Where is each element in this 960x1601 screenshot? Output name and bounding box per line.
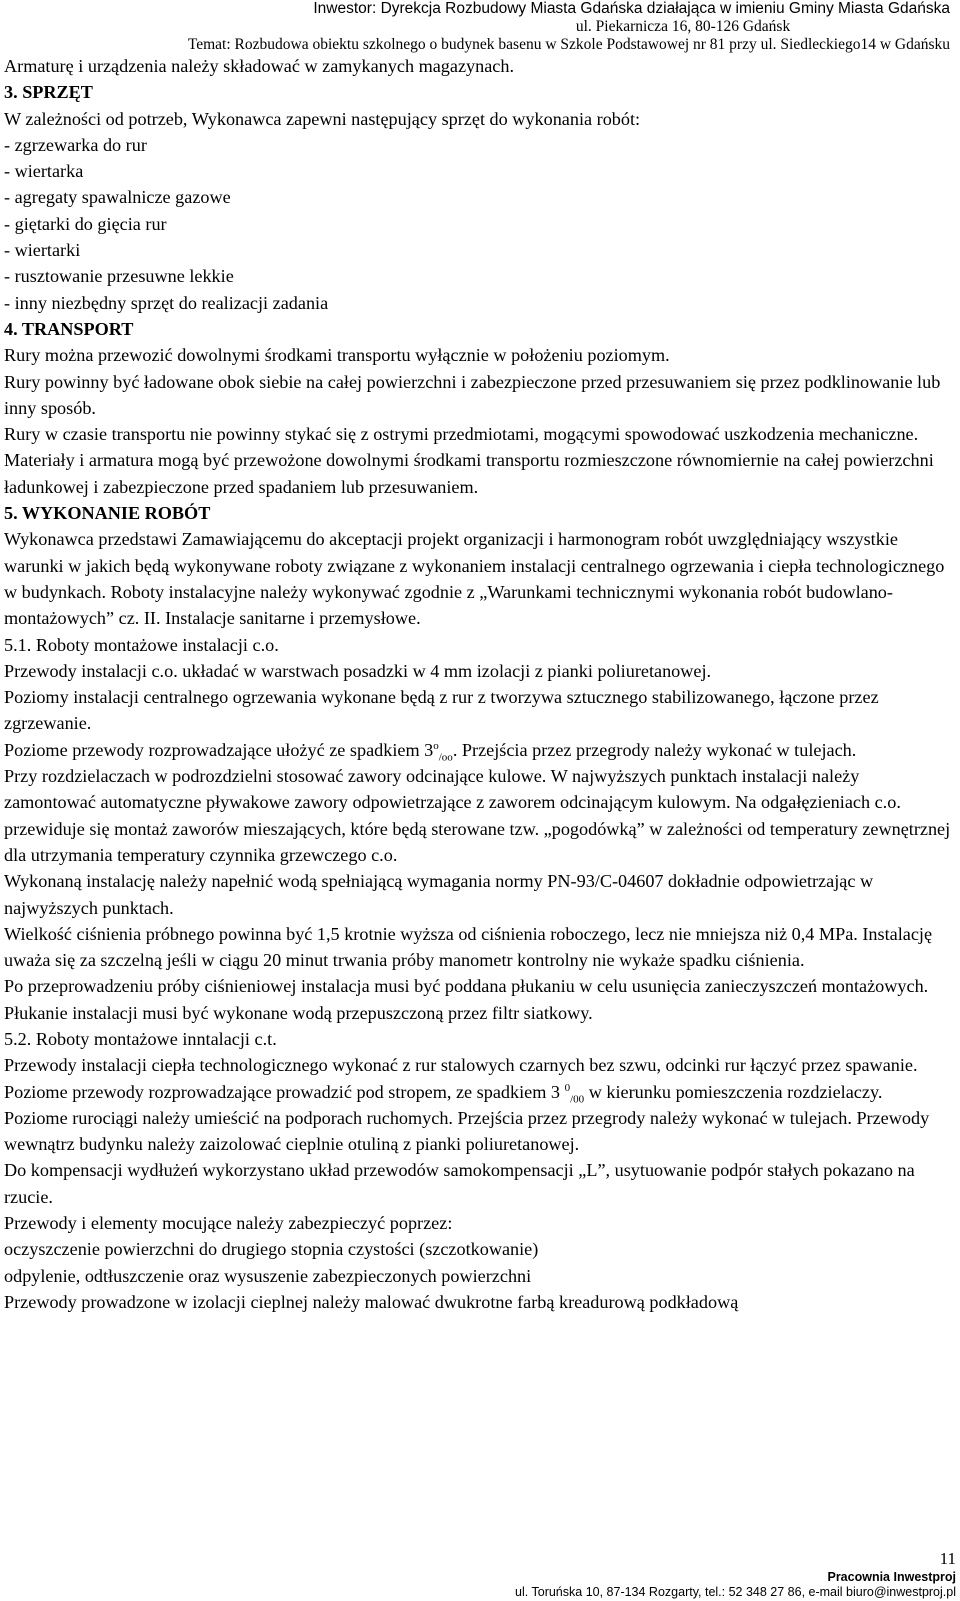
paragraph-transport: Rury powinny być ładowane obok siebie na całej powierzchni i zabezpieczone przed przesuwaniem się przez podklinowanie lub inny sposób. bbox=[4, 371, 941, 418]
paragraph-transport: Rury można przewozić dowolnymi środkami transportu wyłącznie w położeniu poziomym. bbox=[4, 345, 670, 366]
footer-address: ul. Toruńska 10, 87-134 Rozgarty, tel.: 52 348 27 86, e-mail biuro@inwestproj.pl bbox=[515, 1585, 956, 1599]
paragraph-wykonanie: Wykonawca przedstawi Zamawiającemu do akceptacji projekt organizacji i harmonogram robót uwzględniający wszystkie warunki w jakich będą wykonywane roboty związane z wykonaniem instalacji centralnego ogrzewania i ciepła technologicznego w budynkach. Roboty instalacyjne należy wykonywać zgodnie z „Warunkami technicznymi wykonania robót budowlano-montażowych” cz. II. Instalacje sanitarne i przemysłowe. bbox=[4, 529, 945, 629]
heading-transport: 4. TRANSPORT bbox=[4, 318, 134, 339]
document-body bbox=[4, 53, 952, 1315]
paragraph-ct: Poziome rurociągi należy umieścić na podporach ruchomych. Przejścia przez przegrody należy wykonać w tulejach. Przewody wewnątrz budynku należy zaizolować cieplnie otuliną z pianki poliuretanowej. bbox=[4, 1107, 930, 1155]
page-header bbox=[188, 0, 950, 54]
header-topic: Temat: Rozbudowa obiektu szkolnego o budynek basenu w Szkole Podstawowej nr 81 przy ul. Siedleckiego14 w Gdańsku bbox=[187, 36, 950, 53]
paragraph-co: Poziomy instalacji centralnego ogrzewania wykonane będą z rur z tworzywa sztucznego stabilizowanego, łączone przez zgrzewanie. bbox=[4, 687, 879, 734]
paragraph-transport: Materiały i armatura mogą być przewożone dowolnymi środkami transportu rozmieszczone równomiernie na całej powierzchni ładunkowej i zabezpieczone przed spadaniem lub przesuwaniem. bbox=[4, 450, 934, 497]
paragraph-ct: Do kompensacji wydłużeń wykorzystano układ przewodów samokompensacji „L”, usytuowanie podpór stałych pokazano na rzucie. bbox=[4, 1160, 915, 1207]
paragraph-ct-slope bbox=[4, 1079, 952, 1105]
paragraph-ct: oczyszczenie powierzchni do drugiego stopnia czystości (szczotkowanie) bbox=[4, 1239, 539, 1260]
list-item: - wiertarki bbox=[4, 240, 81, 261]
text-run: Poziome przewody rozprowadzające prowadzić pod stropem, ze spadkiem 3 bbox=[4, 1081, 565, 1102]
heading-5-2: 5.2. Roboty montażowe inntalacji c.t. bbox=[4, 1028, 277, 1049]
subscript: /00 bbox=[570, 1093, 585, 1106]
header-address: ul. Piekarnicza 16, 80-126 Gdańsk bbox=[575, 18, 791, 35]
list-item: - wiertarka bbox=[4, 161, 84, 182]
paragraph-ct: odpylenie, odtłuszczenie oraz wysuszenie zabezpieczonych powierzchni bbox=[4, 1265, 532, 1286]
list-item: - zgrzewarka do rur bbox=[4, 134, 147, 155]
paragraph-sprzet-intro: W zależności od potrzeb, Wykonawca zapewni następujący sprzęt do wykonania robót: bbox=[4, 108, 641, 129]
paragraph-ct: Przewody instalacji ciepła technologicznego wykonać z rur stalowych czarnych bez szwu, odcinki rur łączyć przez spawanie. bbox=[4, 1055, 918, 1076]
list-item: - agregaty spawalnicze gazowe bbox=[4, 187, 231, 208]
paragraph-co-slope bbox=[4, 737, 952, 763]
page-number: 11 bbox=[939, 1549, 956, 1568]
paragraph-ct: Przewody prowadzone w izolacji cieplnej należy malować dwukrotne farbą kreadurową podkładową bbox=[4, 1291, 739, 1312]
paragraph-co: Przy rozdzielaczach w podrozdzielni stosować zawory odcinające kulowe. W najwyższych punktach instalacji należy zamontować automatyczne pływakowe zawory odpowietrzające z zaworem odcinającym kulowym. Na odgałęzieniach c.o. przewiduje się montaż zaworów mieszających, które będą sterowane tzw. „pogodówką” w zależności od temperatury zewnętrznej dla utrzymania temperatury czynnika grzewczego c.o. bbox=[4, 766, 951, 865]
paragraph-transport: Rury w czasie transportu nie powinny stykać się z ostrymi przedmiotami, mogącymi spowodować uszkodzenia mechaniczne. bbox=[4, 424, 919, 445]
superscript: 0 bbox=[564, 1081, 571, 1094]
list-item: - inny niezbędny sprzęt do realizacji zadania bbox=[4, 292, 329, 313]
heading-wykonanie: 5. WYKONANIE ROBÓT bbox=[4, 503, 211, 524]
text-run: . Przejścia przez przegrody należy wykonać w tulejach. bbox=[452, 739, 857, 760]
heading-sprzet: 3. SPRZĘT bbox=[4, 82, 93, 103]
header-investor: Inwestor: Dyrekcja Rozbudowy Miasta Gdańska działająca w imieniu Gminy Miasta Gdańska bbox=[313, 0, 950, 17]
footer-company: Pracownia Inwestproj bbox=[827, 1570, 956, 1584]
paragraph-ct: Przewody i elementy mocujące należy zabezpieczyć poprzez: bbox=[4, 1213, 453, 1234]
subscript: /oo bbox=[438, 751, 453, 764]
paragraph-co: Wykonaną instalację należy napełnić wodą spełniającą wymagania normy PN-93/C-04607 dokładnie odpowietrzając w najwyższych punktach. bbox=[4, 871, 874, 918]
page-footer bbox=[0, 1549, 956, 1601]
list-item: - giętarki do gięcia rur bbox=[4, 213, 167, 234]
superscript: o bbox=[433, 739, 439, 752]
list-item: - rusztowanie przesuwne lekkie bbox=[4, 266, 234, 287]
text-run: Poziome przewody rozprowadzające ułożyć ze spadkiem 3 bbox=[4, 739, 434, 760]
text-run: w kierunku pomieszczenia rozdzielaczy. bbox=[584, 1081, 883, 1102]
paragraph-storage: Armaturę i urządzenia należy składować w zamykanych magazynach. bbox=[4, 56, 515, 76]
paragraph-co: Wielkość ciśnienia próbnego powinna być 1,5 krotnie wyższa od ciśnienia roboczego, lecz nie mniejsza niż 0,4 MPa. Instalację uważa się za szczelną jeśli w ciągu 20 minut trwania próby manometr kontrolny nie wykaże spadku ciśnienia. bbox=[4, 923, 933, 971]
heading-5-1: 5.1. Roboty montażowe instalacji c.o. bbox=[4, 634, 279, 655]
paragraph-co: Przewody instalacji c.o. układać w warstwach posadzki w 4 mm izolacji z pianki poliuretanowej. bbox=[4, 660, 712, 681]
paragraph-co: Po przeprowadzeniu próby ciśnieniowej instalacja musi być poddana płukaniu w celu usunięcia zanieczyszczeń montażowych. Płukanie instalacji musi być wykonane wodą przepuszczoną przez filtr siatkowy. bbox=[4, 976, 929, 1023]
